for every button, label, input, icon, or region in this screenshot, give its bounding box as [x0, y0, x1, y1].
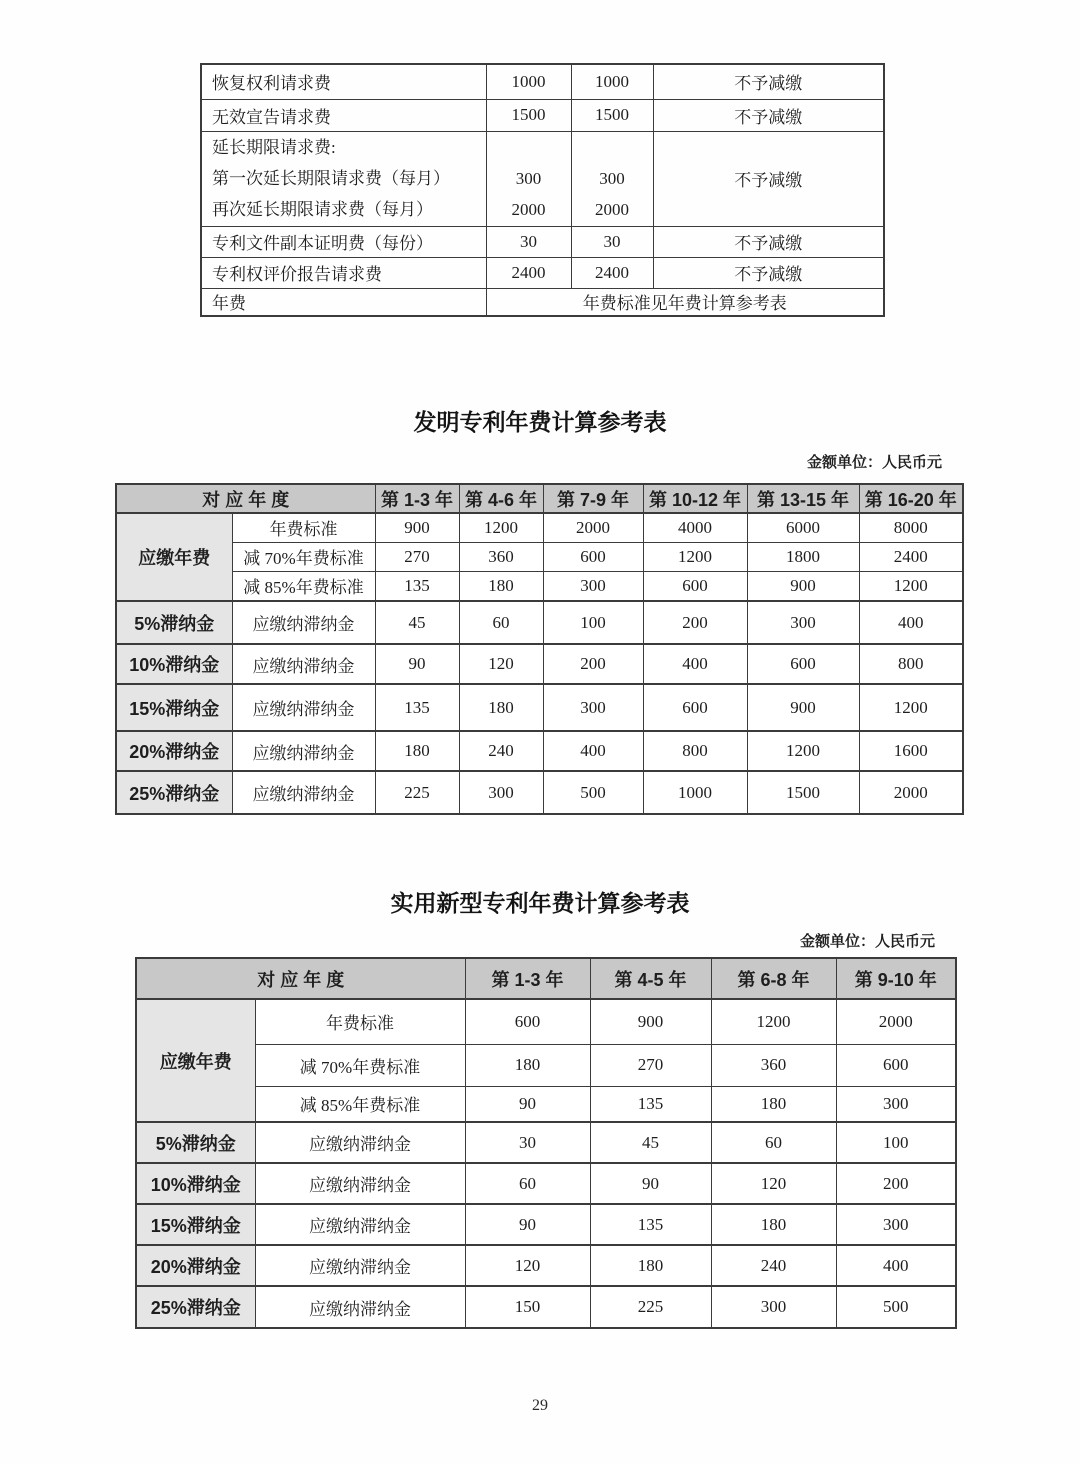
value-cell: 6000 [747, 513, 859, 542]
utility-unit-label: 金额单位：人民币元 [799, 933, 935, 950]
value-cell: 225 [590, 1286, 711, 1328]
fee-name-cell: 专利权评价报告请求费 [201, 257, 486, 288]
table-row [201, 99, 884, 131]
value-cell: 1200 [859, 571, 963, 601]
row-group-label: 15%滞纳金 [136, 1204, 255, 1245]
value-cell: 90 [375, 644, 459, 684]
row-group-label: 10%滞纳金 [136, 1163, 255, 1204]
table-row [116, 731, 963, 771]
value-cell: 800 [859, 644, 963, 684]
value-cell: 60 [711, 1122, 836, 1163]
year-header-cell: 第 16-20 年 [859, 484, 963, 513]
row-label: 减 70%年费标准 [255, 1044, 465, 1086]
invention-table-title: 发明专利年费计算参考表 [413, 409, 667, 435]
table-row [201, 288, 884, 316]
value-cell: 200 [836, 1163, 956, 1204]
table-row [116, 542, 963, 571]
year-header-cell: 第 1-3 年 [465, 958, 590, 999]
value-cell: 135 [590, 1204, 711, 1245]
value-cell: 300 [836, 1204, 956, 1245]
value-cell: 300 [543, 684, 643, 731]
table-row [136, 1204, 956, 1245]
fee-value-cell [486, 131, 571, 226]
row-label: 应缴纳滞纳金 [255, 1204, 465, 1245]
fee-name-cell: 无效宣告请求费 [201, 99, 486, 131]
table-row [136, 1122, 956, 1163]
value-cell: 1200 [747, 731, 859, 771]
value-cell: 180 [375, 731, 459, 771]
value-cell: 270 [375, 542, 459, 571]
value-cell: 900 [747, 571, 859, 601]
table-row [201, 64, 884, 99]
row-label: 应缴纳滞纳金 [255, 1122, 465, 1163]
value-cell: 600 [465, 999, 590, 1044]
value-cell: 360 [711, 1044, 836, 1086]
value-cell: 300 [836, 1086, 956, 1122]
year-header-cell: 第 4-5 年 [590, 958, 711, 999]
value-cell: 300 [459, 771, 543, 814]
table-row [201, 131, 884, 226]
row-group-label: 20%滞纳金 [116, 731, 232, 771]
value-cell: 100 [836, 1122, 956, 1163]
table-row [136, 1245, 956, 1286]
fee-value-line: 2000 [511, 200, 546, 219]
corner-header-cell: 对 应 年 度 [116, 484, 375, 513]
value-cell: 500 [836, 1286, 956, 1328]
fee-value-cell: 1500 [571, 99, 653, 131]
fee-value-cell: 1500 [486, 99, 571, 131]
fee-value-cell: 2400 [571, 257, 653, 288]
row-group-label: 20%滞纳金 [136, 1245, 255, 1286]
value-cell: 300 [543, 571, 643, 601]
value-cell: 500 [543, 771, 643, 814]
fee-name-cell: 专利文件副本证明费（每份） [201, 226, 486, 257]
row-group-label: 应缴年费 [136, 999, 255, 1122]
fee-note-cell: 不予减缴 [653, 257, 884, 288]
value-cell: 180 [711, 1086, 836, 1122]
fee-value-cell: 1000 [571, 64, 653, 99]
year-header-cell: 第 7-9 年 [543, 484, 643, 513]
value-cell: 120 [711, 1163, 836, 1204]
table-row [201, 226, 884, 257]
fee-value-cell: 30 [486, 226, 571, 257]
value-cell: 120 [459, 644, 543, 684]
value-cell: 270 [590, 1044, 711, 1086]
fee-value-cell: 1000 [486, 64, 571, 99]
fee-note-cell: 不予减缴 [653, 131, 884, 226]
value-cell: 1200 [711, 999, 836, 1044]
row-label: 应缴纳滞纳金 [232, 601, 375, 644]
value-cell: 240 [459, 731, 543, 771]
row-group-label: 10%滞纳金 [116, 644, 232, 684]
value-cell: 1600 [859, 731, 963, 771]
invention-fee-table [115, 483, 964, 815]
year-header-cell: 第 10-12 年 [643, 484, 747, 513]
fee-name-cell: 年费 [201, 288, 486, 316]
value-cell: 600 [836, 1044, 956, 1086]
table-row [136, 1286, 956, 1328]
table-header-row [116, 484, 963, 513]
utility-table-title: 实用新型专利年费计算参考表 [390, 890, 690, 916]
utility-fee-table [135, 957, 957, 1329]
row-label: 年费标准 [232, 513, 375, 542]
fee-value-line: 300 [515, 169, 542, 188]
row-group-label: 5%滞纳金 [136, 1122, 255, 1163]
value-cell: 90 [465, 1204, 590, 1245]
value-cell: 60 [465, 1163, 590, 1204]
value-cell: 400 [543, 731, 643, 771]
row-label: 应缴纳滞纳金 [232, 644, 375, 684]
table-row [116, 684, 963, 731]
value-cell: 45 [375, 601, 459, 644]
value-cell: 1500 [747, 771, 859, 814]
fee-value-line: 300 [599, 169, 625, 188]
value-cell: 180 [590, 1245, 711, 1286]
year-header-cell: 第 13-15 年 [747, 484, 859, 513]
row-group-label: 5%滞纳金 [116, 601, 232, 644]
value-cell: 45 [590, 1122, 711, 1163]
fee-value-line [487, 132, 571, 163]
fee-value-line [572, 132, 653, 163]
fee-note-cell: 不予减缴 [653, 64, 884, 99]
table-row [201, 257, 884, 288]
table-row [116, 601, 963, 644]
fee-value-line: 2000 [595, 200, 629, 219]
value-cell: 135 [590, 1086, 711, 1122]
value-cell: 600 [543, 542, 643, 571]
table-row [136, 1086, 956, 1122]
fee-name-line: 延长期限请求费: [212, 138, 336, 157]
fee-value-cell [571, 131, 653, 226]
value-cell: 300 [711, 1286, 836, 1328]
row-group-label: 25%滞纳金 [136, 1286, 255, 1328]
value-cell: 2400 [859, 542, 963, 571]
value-cell: 2000 [836, 999, 956, 1044]
row-group-label: 15%滞纳金 [116, 684, 232, 731]
page-number: 29 [532, 1397, 548, 1414]
value-cell: 400 [643, 644, 747, 684]
fee-name-line: 再次延长期限请求费（每月） [212, 200, 433, 219]
value-cell: 120 [465, 1245, 590, 1286]
value-cell: 135 [375, 571, 459, 601]
value-cell: 400 [859, 601, 963, 644]
value-cell: 900 [375, 513, 459, 542]
value-cell: 360 [459, 542, 543, 571]
value-cell: 30 [465, 1122, 590, 1163]
row-label: 应缴纳滞纳金 [255, 1163, 465, 1204]
value-cell: 90 [465, 1086, 590, 1122]
value-cell: 1000 [643, 771, 747, 814]
row-label: 减 85%年费标准 [255, 1086, 465, 1122]
table-row [116, 771, 963, 814]
table-row [116, 513, 963, 542]
row-label: 应缴纳滞纳金 [255, 1245, 465, 1286]
value-cell: 1800 [747, 542, 859, 571]
value-cell: 600 [747, 644, 859, 684]
row-label: 应缴纳滞纳金 [232, 731, 375, 771]
year-header-cell: 第 9-10 年 [836, 958, 956, 999]
fee-name-cell: 恢复权利请求费 [201, 64, 486, 99]
table-row [136, 1044, 956, 1086]
fee-name-cell [201, 131, 486, 226]
value-cell: 2000 [543, 513, 643, 542]
value-cell: 900 [747, 684, 859, 731]
table-row [116, 644, 963, 684]
value-cell: 1200 [643, 542, 747, 571]
value-cell: 600 [643, 684, 747, 731]
fee-continuation-table [200, 63, 885, 317]
value-cell: 800 [643, 731, 747, 771]
table-row [136, 1163, 956, 1204]
value-cell: 8000 [859, 513, 963, 542]
value-cell: 240 [711, 1245, 836, 1286]
table-row [116, 571, 963, 601]
fee-name-line: 第一次延长期限请求费（每月） [212, 169, 450, 188]
value-cell: 200 [643, 601, 747, 644]
year-header-cell: 第 4-6 年 [459, 484, 543, 513]
value-cell: 180 [711, 1204, 836, 1245]
value-cell: 400 [836, 1245, 956, 1286]
row-group-label: 应缴年费 [116, 513, 232, 601]
value-cell: 4000 [643, 513, 747, 542]
value-cell: 1200 [859, 684, 963, 731]
value-cell: 150 [465, 1286, 590, 1328]
row-label: 应缴纳滞纳金 [232, 684, 375, 731]
fee-note-cell: 不予减缴 [653, 99, 884, 131]
fee-value-cell: 2400 [486, 257, 571, 288]
fee-value-cell: 30 [571, 226, 653, 257]
table-row [136, 999, 956, 1044]
value-cell: 600 [643, 571, 747, 601]
invention-unit-label: 金额单位：人民币元 [806, 454, 942, 471]
value-cell: 225 [375, 771, 459, 814]
row-label: 年费标准 [255, 999, 465, 1044]
row-label: 应缴纳滞纳金 [255, 1286, 465, 1328]
value-cell: 1200 [459, 513, 543, 542]
value-cell: 60 [459, 601, 543, 644]
row-label: 减 85%年费标准 [232, 571, 375, 601]
value-cell: 200 [543, 644, 643, 684]
value-cell: 100 [543, 601, 643, 644]
fee-note-span-cell: 年费标准见年费计算参考表 [486, 288, 884, 316]
fee-note-cell: 不予减缴 [653, 226, 884, 257]
value-cell: 300 [747, 601, 859, 644]
year-header-cell: 第 1-3 年 [375, 484, 459, 513]
value-cell: 90 [590, 1163, 711, 1204]
value-cell: 180 [465, 1044, 590, 1086]
value-cell: 900 [590, 999, 711, 1044]
value-cell: 180 [459, 684, 543, 731]
value-cell: 2000 [859, 771, 963, 814]
corner-header-cell: 对 应 年 度 [136, 958, 465, 999]
value-cell: 180 [459, 571, 543, 601]
value-cell: 135 [375, 684, 459, 731]
row-group-label: 25%滞纳金 [116, 771, 232, 814]
row-label: 减 70%年费标准 [232, 542, 375, 571]
row-label: 应缴纳滞纳金 [232, 771, 375, 814]
year-header-cell: 第 6-8 年 [711, 958, 836, 999]
table-header-row [136, 958, 956, 999]
